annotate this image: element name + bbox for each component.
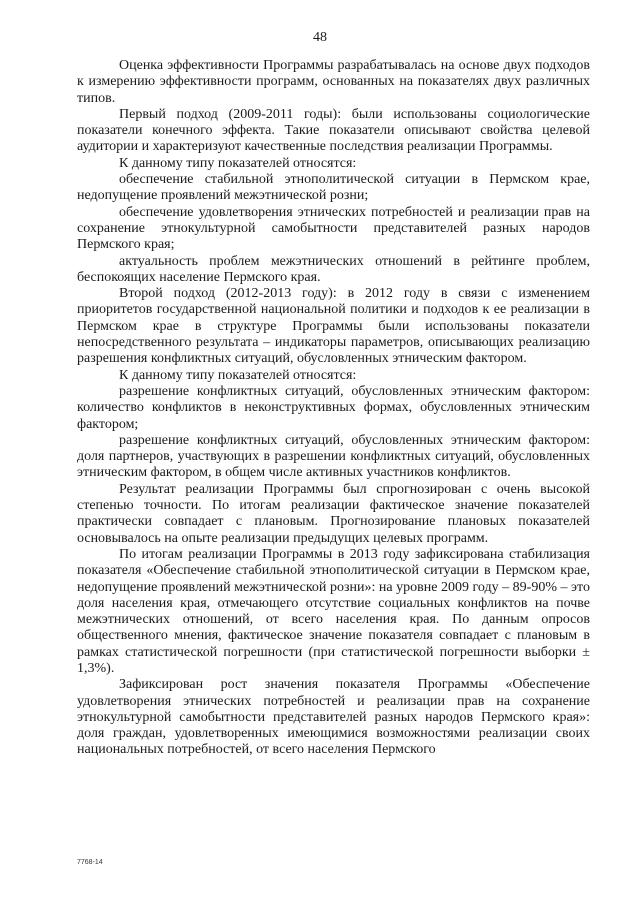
paragraph: К данному типу показателей относятся:	[119, 367, 357, 383]
paragraph: По итогам реализации Программы в 2013 году зафиксирована стабилизация показателя «Обеспечение стабильной этнополитической ситуации в Пермском крае, недопущение проявлений межэтнической розни»: на уровне 2009 году – 89-90% – это доля населения края, отмечающего отсутствие социальных конфликтов на почве межэтнических отношений, от всего населения края. По данным опросов общественного мнения, фактическое значение показателя совпадает с плановым в рамках статистической погрешности (при статистической погрешности выборки ± 1,3%).	[77, 546, 590, 676]
paragraph: Оценка эффективности Программы разрабатывалась на основе двух подходов к измерению эффективности программ, основанных на показателях двух различных типов.	[77, 58, 590, 106]
paragraph: обеспечение стабильной этнополитической ситуации в Пермском крае, недопущение проявлений межэтнической розни;	[77, 172, 590, 204]
page-number: 48	[313, 30, 327, 45]
paragraph: обеспечение удовлетворения этнических потребностей и реализации прав на сохранение этнокультурной самобытности представителей разных народов Пермского края;	[77, 204, 590, 253]
document-code: 7768-14	[77, 859, 103, 866]
paragraph: Первый подход (2009-2011 годы): были использованы социологические показатели конечного эффекта. Такие показатели описывают свойства целевой аудитории и характеризуют качественные последствия реализации Программы.	[77, 106, 590, 155]
paragraph: разрешение конфликтных ситуаций, обусловленных этническим фактором: количество конфликтов в неконструктивных формах, обусловленных этническим фактором;	[77, 383, 590, 432]
paragraph: Зафиксирован рост значения показателя Программы «Обеспечение удовлетворения этнических потребностей и реализации прав на сохранение этнокультурной самобытности представителей разных народов Пермского края»: доля граждан, удовлетворенных имеющимися возможностями реализации своих национальных потребностей, от всего населения Пермского	[77, 677, 590, 758]
document-body	[77, 58, 590, 759]
paragraph: Результат реализации Программы был спрогнозирован с очень высокой степенью точности. По итогам реализации фактическое значение показателей практически совпадает с плановым. Прогнозирование плановых показателей основывалось на опыте реализации предыдущих целевых программ.	[77, 481, 590, 546]
paragraph: актуальность проблем межэтнических отношений в рейтинге проблем, беспокоящих население Пермского края.	[77, 253, 590, 285]
paragraph: Второй подход (2012-2013 году): в 2012 году в связи с изменением приоритетов государственной национальной политики и подходов к ее реализации в Пермском крае в структуре Программы были использованы показатели непосредственного результата – индикаторы параметров, описывающих реализацию разрешения конфликтных ситуаций, обусловленных этническим фактором.	[77, 286, 590, 367]
paragraph: разрешение конфликтных ситуаций, обусловленных этническим фактором: доля партнеров, участвующих в разрешении конфликтных ситуаций, обусловленных этническим фактором, в общем числе активных участников конфликтов.	[77, 432, 590, 481]
paragraph: К данному типу показателей относятся:	[119, 155, 357, 171]
